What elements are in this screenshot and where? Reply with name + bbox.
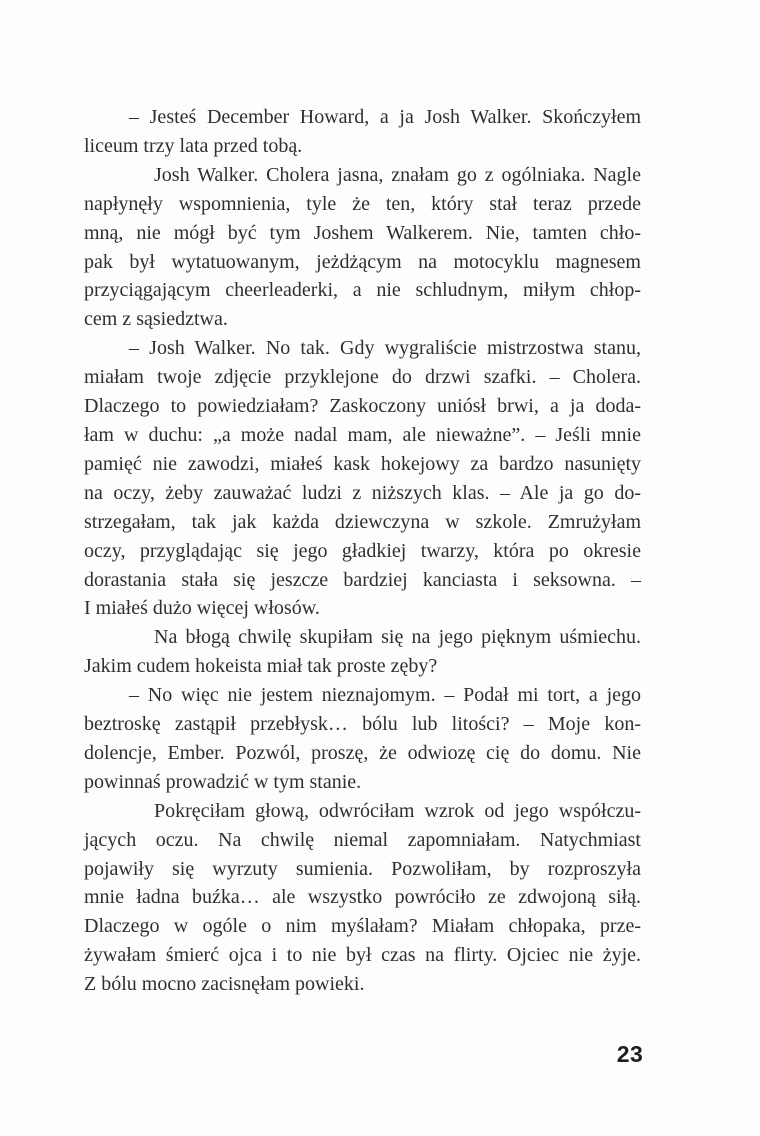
text-line: dorastania stała się jeszcze bardziej kanciasta i seksowna. – — [84, 568, 641, 591]
text-line: Na błogą chwilę skupiłam się na jego pięknym uśmiechu. — [154, 626, 641, 649]
text-line: napłynęły wspomnienia, tyle że ten, który stał teraz przede — [84, 192, 641, 215]
text-line: Pokręciłam głową, odwróciłam wzrok od jego współczu- — [154, 799, 641, 822]
text-line: Dlaczego w ogóle o nim myślałam? Miałam chłopaka, prze- — [84, 915, 641, 938]
text-line: miałam twoje zdjęcie przyklejone do drzwi szafki. – Cholera. — [84, 366, 641, 389]
text-line: jących oczu. Na chwilę niemal zapomniałam. Natychmiast — [84, 828, 641, 851]
text-line: łam w duchu: „a może nadal mam, ale nieważne”. – Jeśli mnie — [84, 423, 641, 446]
text-line: pak był wytatuowanym, jeżdżącym na motocyklu magnesem — [84, 250, 641, 273]
text-line: – Jesteś December Howard, a ja Josh Walker. Skończyłem — [129, 106, 641, 128]
text-line: cem z sąsiedztwa. — [84, 308, 228, 331]
paragraph — [84, 161, 641, 334]
text-line: mną, nie mógł być tym Joshem Walkerem. Nie, tamten chło- — [84, 221, 641, 244]
text-line: pojawiły się wyrzuty sumienia. Pozwoliłam, by rozproszyła — [84, 857, 641, 880]
text-line: żywałam śmierć ojca i to nie był czas na flirty. Ojciec nie żyje. — [84, 944, 641, 967]
page-number: 23 — [616, 1041, 644, 1067]
text-line: – Josh Walker. No tak. Gdy wygraliście mistrzostwa stanu, — [129, 337, 641, 360]
text-line: Josh Walker. Cholera jasna, znałam go z ogólniaka. Nagle — [154, 163, 641, 186]
text-line: przyciągającym cheerleaderki, a nie schludnym, miłym chłop- — [84, 279, 641, 302]
text-line: I miałeś dużo więcej włosów. — [84, 597, 320, 620]
text-line: strzegałam, tak jak każda dziewczyna w szkole. Zmrużyłam — [84, 510, 641, 533]
paragraph — [84, 623, 641, 681]
paragraph — [84, 797, 641, 999]
paragraph — [84, 681, 641, 797]
text-line: – No więc nie jestem nieznajomym. – Podał mi tort, a jego — [129, 684, 641, 707]
paragraph — [84, 334, 641, 623]
text-line: beztroskę zastąpił przebłysk… bólu lub litości? – Moje kon- — [84, 713, 641, 736]
text-line: pamięć nie zawodzi, miałeś kask hokejowy za bardzo nasunięty — [84, 452, 641, 475]
text-line: liceum trzy lata przed tobą. — [84, 134, 303, 157]
text-line: oczy, przyglądając się jego gładkiej twarzy, która po okresie — [84, 539, 641, 562]
text-line: Jakim cudem hokeista miał tak proste zęby? — [84, 655, 438, 678]
body-text — [84, 103, 641, 999]
text-line: powinnaś prowadzić w tym stanie. — [84, 770, 362, 793]
text-line: Dlaczego to powiedziałam? Zaskoczony uniósł brwi, a ja doda- — [84, 395, 641, 418]
text-line: Z bólu mocno zacisnęłam powieki. — [84, 973, 365, 996]
paragraph — [84, 103, 641, 161]
text-line: mnie ładna buźka… ale wszystko powróciło ze zdwojoną siłą. — [84, 886, 641, 909]
text-line: dolencje, Ember. Pozwól, proszę, że odwiozę cię do domu. Nie — [84, 741, 641, 764]
text-line: na oczy, żeby zauważać ludzi z niższych klas. – Ale ja go do- — [84, 481, 641, 504]
